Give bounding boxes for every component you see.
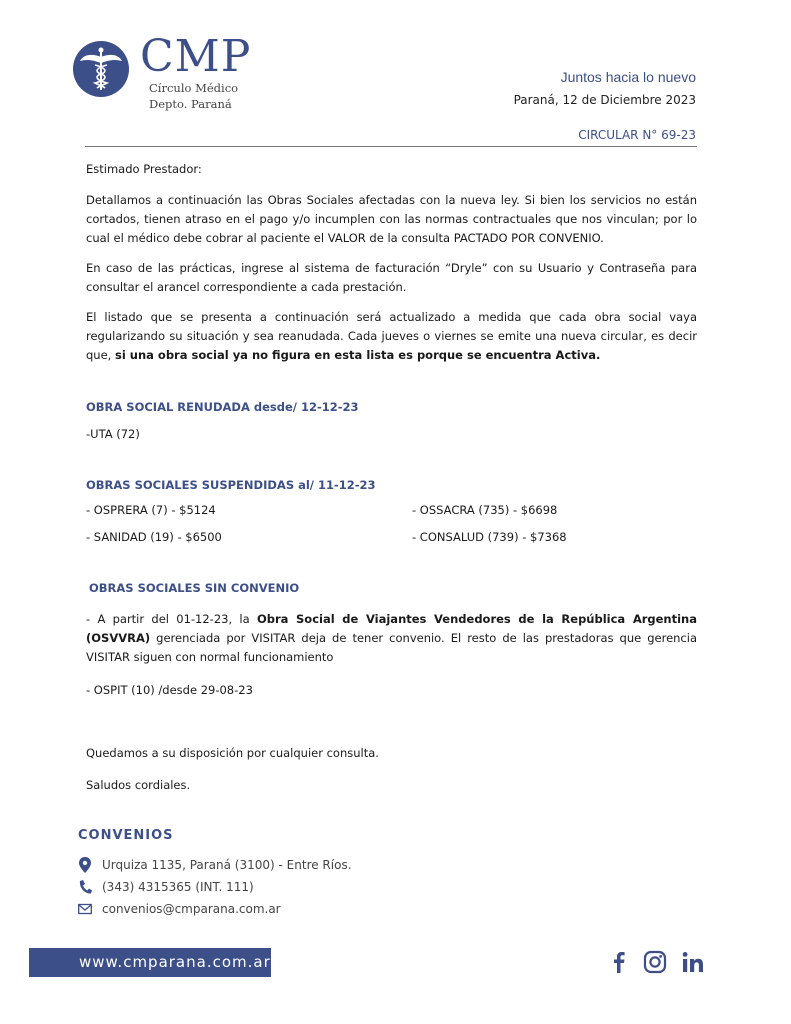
paragraph-3 xyxy=(86,308,697,365)
suspended-heading: OBRAS SOCIALES SUSPENDIDAS al/ 11-12-23 xyxy=(86,478,376,492)
no-agreement-paragraph xyxy=(86,610,697,667)
location-pin-icon xyxy=(78,857,92,873)
letter-date: Paraná, 12 de Diciembre 2023 xyxy=(513,93,696,107)
linkedin-icon[interactable] xyxy=(681,950,705,974)
slogan: Juntos hacia lo nuevo xyxy=(560,69,696,85)
logo-line-1: Círculo Médico xyxy=(149,81,239,95)
suspended-item: - OSSACRA (735) - $6698 xyxy=(412,503,558,517)
closing-line-2: Saludos cordiales. xyxy=(86,778,191,792)
contacts-title: CONVENIOS xyxy=(78,828,174,843)
website-link[interactable]: www.cmparana.com.ar xyxy=(29,948,271,977)
phone-text: (343) 4315365 (INT. 111) xyxy=(102,880,254,894)
suspended-item: - OSPRERA (7) - $5124 xyxy=(86,503,216,517)
phone-row xyxy=(78,878,254,896)
paragraph-2: En caso de las prácticas, ingrese al sistema de facturación “Dryle” con su Usuario y Contraseña para consultar el arancel correspondiente a cada prestación. xyxy=(86,261,697,294)
address-row xyxy=(78,856,352,874)
no-agreement-bold: Obra Social de Viajantes Vendedores de la República Argentina (OSVVRA) xyxy=(86,612,697,645)
paragraph-3-text: El listado que se presenta a continuación será actualizado a medida que cada obra social vaya regularizando su situación y sea reanudada. Cada jueves o viernes se emite una nueva circular, es decir que, xyxy=(86,310,697,362)
paragraph-1: Detallamos a continuación las Obras Sociales afectadas con la nueva ley. Si bien los servicios no están cortados, tienen atraso en el pago y/o incumplen con las normas contractuales que nos vinculan; por lo cual el médico debe cobrar al paciente el VALOR de la consulta PACTADO POR CONVENIO. xyxy=(86,193,697,245)
no-agreement-heading: OBRAS SOCIALES SIN CONVENIO xyxy=(89,581,300,595)
suspended-item: - SANIDAD (19) - $6500 xyxy=(86,530,222,544)
no-agreement-item: - OSPIT (10) /desde 29-08-23 xyxy=(86,683,253,697)
circular-number: CIRCULAR N° 69-23 xyxy=(578,128,696,142)
address-text: Urquiza 1135, Paraná (3100) - Entre Ríos. xyxy=(102,858,352,872)
no-agreement-text-start: - A partir del 01-12-23, la xyxy=(86,612,257,626)
phone-icon xyxy=(78,879,92,895)
logo-name: CMP xyxy=(140,31,252,82)
paragraph-3-bold: si una obra social ya no figura en esta lista es porque se encuentra Activa. xyxy=(114,348,601,362)
no-agreement-text-end: gerenciada por VISITAR deja de tener convenio. El resto de las prestadoras que gerencia VISITAR siguen con normal funcionamiento xyxy=(86,631,697,664)
closing-line-1: Quedamos a su disposición por cualquier consulta. xyxy=(86,746,379,760)
facebook-icon[interactable] xyxy=(607,950,631,974)
email-link[interactable]: convenios@cmparana.com.ar xyxy=(102,902,281,916)
header-divider xyxy=(85,146,697,147)
envelope-icon xyxy=(78,901,92,917)
suspended-item: - CONSALUD (739) - $7368 xyxy=(412,530,567,544)
email-row xyxy=(78,900,281,918)
instagram-icon[interactable] xyxy=(643,950,667,974)
caduceus-icon xyxy=(73,41,129,97)
greeting: Estimado Prestador: xyxy=(86,162,202,176)
logo-line-2: Depto. Paraná xyxy=(149,97,232,111)
renewed-heading: OBRA SOCIAL RENUDADA desde/ 12-12-23 xyxy=(86,400,359,414)
renewed-item: -UTA (72) xyxy=(86,427,140,441)
